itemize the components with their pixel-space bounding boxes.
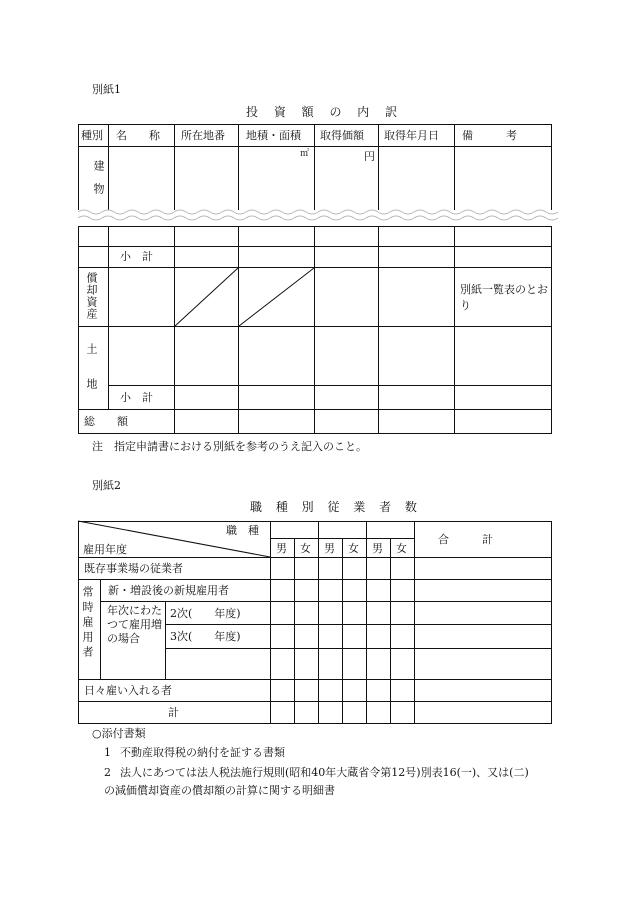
building-label — [86, 160, 105, 206]
attachments-heading: ○添付書類 — [92, 727, 146, 740]
header-name: 名 称 — [116, 129, 160, 142]
header-remarks: 備 考 — [462, 129, 517, 142]
gender-m1: 男 — [276, 542, 287, 555]
gender-f3: 女 — [396, 542, 407, 555]
header-type: 種別 — [81, 129, 103, 142]
new-hire-label: 新・増設後の新規雇用者 — [108, 584, 229, 597]
attachment-2-num: 2 — [104, 766, 111, 779]
building-subtotal: 小 計 — [120, 250, 153, 263]
land-char: 土地 — [85, 343, 98, 413]
annex1-note: 注 指定申請書における別紙を参考のうえ記入のこと。 — [92, 440, 367, 453]
unit-yen: 円 — [364, 150, 375, 163]
year2-label: 2次( 年度) — [170, 607, 241, 620]
attachment-2-text-cont: の減価償却資産の償却額の計算に関する明細書 — [104, 784, 335, 797]
land-subtotal: 小 計 — [120, 391, 153, 404]
header-date: 取得年月日 — [384, 129, 439, 142]
attachment-1-num: 1 — [104, 746, 111, 759]
daily-workers: 日々雇い入れる者 — [84, 684, 172, 697]
header-price: 取得価額 — [320, 129, 364, 142]
year3-label: 3次( 年度) — [170, 630, 241, 643]
slash-location — [175, 268, 238, 326]
annex2-label: 別紙2 — [92, 479, 121, 492]
annual-increase-label: 年次にわたつて雇用増の場合 — [107, 604, 162, 645]
annex2-title: 職 種 別 従 業 者 数 — [250, 500, 422, 514]
header-area: 地積・面積 — [246, 129, 301, 142]
depreciable-char: 償却資産 — [85, 272, 98, 320]
land-label — [86, 343, 100, 413]
employee-total: 計 — [168, 706, 179, 719]
grand-total: 総 額 — [84, 415, 128, 428]
corner-occupation: 職 種 — [226, 524, 259, 537]
annex1-title: 投 資 額 の 内 訳 — [246, 105, 404, 119]
gender-m2: 男 — [324, 542, 335, 555]
annex1-label: 別紙1 — [92, 83, 121, 96]
gender-m3: 男 — [372, 542, 383, 555]
gender-f1: 女 — [300, 542, 311, 555]
total-header: 合 計 — [438, 533, 493, 546]
gender-f2: 女 — [348, 542, 359, 555]
attachment-1-text: 不動産取得税の納付を証する書類 — [120, 746, 285, 759]
regular-label — [82, 586, 96, 661]
depreciable-note: 別紙一覧表のとおり — [460, 283, 548, 312]
header-location: 所在地番 — [181, 129, 225, 142]
depreciable-label — [86, 272, 100, 320]
building-char: 建物 — [92, 160, 105, 206]
regular-char: 常時雇用者 — [81, 586, 94, 661]
unit-area: ㎡ — [300, 149, 310, 159]
corner-year: 雇用年度 — [83, 543, 127, 556]
existing-employees: 既存事業場の従業者 — [84, 562, 183, 575]
slash-area — [239, 268, 314, 326]
attachment-2-text: 法人にあつては法人税法施行規則(昭和40年大蔵省令第12号)別表16(一)、又は(二) — [120, 766, 529, 779]
